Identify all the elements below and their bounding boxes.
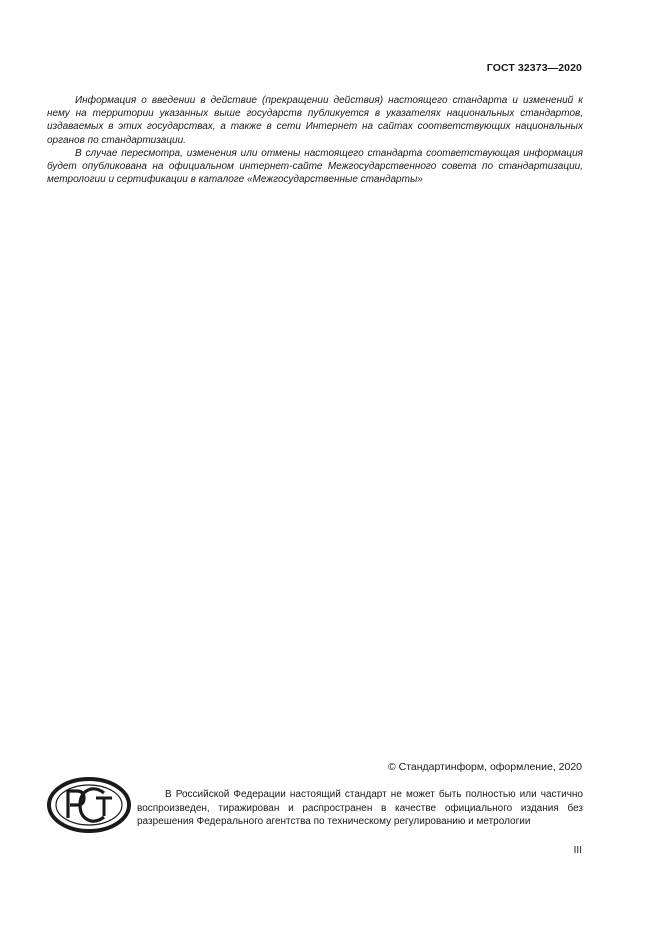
legal-notice-text: В Российской Федерации настоящий стандарт не может быть полностью или частично воспроизведен, тиражирован и распространен в качестве официального издания без разрешения Федерального агентства по техническому регулированию и метрологии — [137, 789, 583, 828]
gost-r-logo-icon — [46, 776, 132, 834]
page-number: III — [573, 845, 582, 856]
legal-notice — [137, 788, 583, 829]
publication-info — [47, 94, 583, 186]
info-paragraph: В случае пересмотра, изменения или отмены настоящего стандарта соответствующая информация будет опубликована на официальном интернет-сайте Межгосударственного совета по стандартизации, метрологии и сертификации в каталоге «Межгосударственные стандарты» — [47, 147, 583, 186]
copyright-line: © Стандартинформ, оформление, 2020 — [387, 761, 582, 773]
info-paragraph: Информация о введении в действие (прекращении действия) настоящего стандарта и изменений к нему на территории указанных выше государств публикуется в указателях национальных стандартов, издаваемых в этих государствах, а также в сети Интернет на сайтах соответствующих национальных органов по стандартизации. — [47, 95, 583, 146]
standard-code: ГОСТ 32373—2020 — [486, 62, 582, 74]
